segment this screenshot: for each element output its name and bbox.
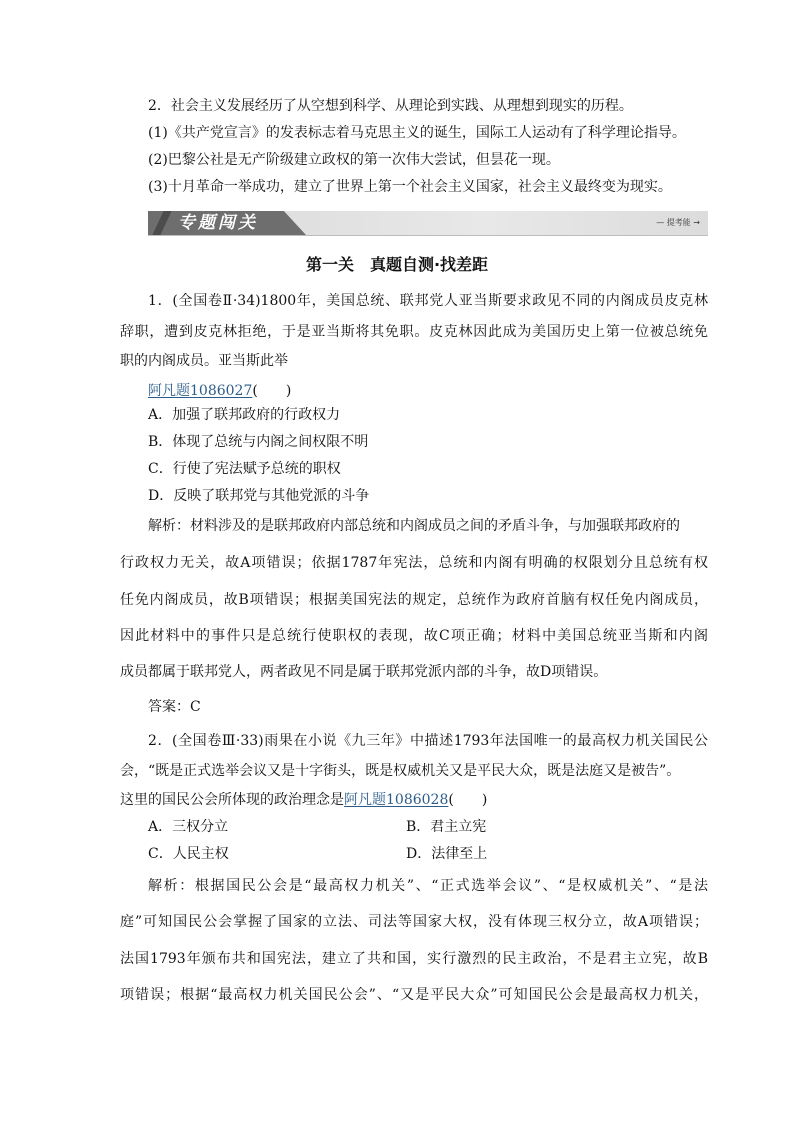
q1-stem-line-1: 1．(全国卷Ⅱ·34)1800年，美国总统、联邦党人亚当斯要求政见不同的内阁成员皮克林 [148, 293, 708, 309]
q1-option-a: A．加强了联邦政府的行政权力 [148, 407, 341, 423]
q1-analysis-line-2: 行政权力无关，故A项错误；依据1787年宪法，总统和内阁有明确的权限划分且总统有权 [120, 555, 708, 571]
q2-stem-line-1: 2．(全国卷Ⅲ·33)雨果在小说《九三年》中描述1793年法国唯一的最高权力机关国民公 [148, 733, 708, 749]
q1-option-c: C．行使了宪法赋予总统的职权 [148, 461, 341, 477]
point-heading: 2．社会主义发展经历了从空想到科学、从理论到实践、从理想到现实的历程。 [148, 98, 633, 114]
q1-tag-line [148, 381, 291, 401]
q1-answer-line [148, 697, 201, 717]
q1-option-d: D．反映了联邦党与其他党派的斗争 [148, 488, 370, 504]
q2-analysis-text-1: 根据国民公会是“最高权力机关”、“正式选举会议”、“是权威机关”、“是法 [194, 878, 708, 894]
q1-analysis-label: 解析： [148, 518, 190, 534]
q1-analysis-text-1: 材料涉及的是联邦政府内部总统和内阁成员之间的矛盾斗争，与加强联邦政府的 [190, 518, 680, 534]
q1-analysis-line-3: 任免内阁成员，故B项错误；根据美国宪法的规定，总统作为政府首脑有权任免内阁成员， [120, 592, 708, 608]
q2-question-tag[interactable]: 阿凡题1086028 [344, 792, 449, 808]
q1-stem-line-2: 辞职，遭到皮克林拒绝，于是亚当斯将其免职。皮克林因此成为美国历史上第一位被总统免 [120, 324, 708, 340]
point-item-1: (1)《共产党宣言》的发表标志着马克思主义的诞生，国际工人运动有了科学理论指导。 [148, 125, 686, 141]
q1-answer-blank: ( ) [252, 383, 292, 399]
q2-stem-last: 这里的国民公会所体现的政治理念是 [120, 792, 344, 808]
q1-answer-value: C [190, 699, 201, 715]
q2-analysis-label: 解析： [148, 878, 195, 894]
q1-question-tag[interactable]: 阿凡题1086027 [148, 383, 253, 399]
q1-analysis-line-5: 成员都属于联邦党人，两者政见不同是属于联邦党派内部的斗争，故D项错误。 [120, 664, 608, 680]
section-banner [148, 211, 708, 236]
q2-option-a: A．三权分立 [148, 819, 229, 835]
point-item-3: (3)十月革命一举成功，建立了世界上第一个社会主义国家，社会主义最终变为现实。 [148, 179, 672, 195]
q2-option-c: C．人民主权 [148, 846, 229, 862]
q1-stem-line-3: 职的内阁成员。亚当斯此举 [120, 353, 288, 369]
q2-stem-line-3 [120, 790, 487, 810]
q1-analysis-line-1 [148, 516, 708, 536]
q2-analysis-line-1 [148, 876, 708, 896]
q2-stem-line-2: 会，“既是正式选举会议又是十字街头，既是权威机关又是平民大众，既是法庭又是被告”。 [120, 763, 681, 779]
q2-analysis-line-2: 庭”可知国民公会掌握了国家的立法、司法等国家大权，没有体现三权分立，故A项错误； [120, 914, 708, 930]
q2-option-b: B．君主立宪 [406, 819, 487, 835]
banner-right-label: — 提考能 → [656, 218, 700, 227]
section-title: 第一关 真题自测·找差距 [305, 255, 489, 274]
q1-option-b: B．体现了总统与内阁之间权限不明 [148, 434, 369, 450]
q2-analysis-line-4: 项错误；根据“最高权力机关国民公会”、“又是平民大众”可知国民公会是最高权力机关， [120, 987, 708, 1003]
banner-title: 专题闯关 [178, 213, 258, 233]
q1-analysis-line-4: 因此材料中的事件只是总统行使职权的表现，故C项正确；材料中美国总统亚当斯和内阁 [120, 628, 708, 644]
point-item-2: (2)巴黎公社是无产阶级建立政权的第一次伟大尝试，但昙花一现。 [148, 152, 560, 168]
q2-answer-blank: ( ) [448, 792, 488, 808]
q1-answer-label: 答案： [148, 699, 190, 715]
q2-analysis-line-3: 法国1793年颁布共和国宪法，建立了共和国，实行激烈的民主政治，不是君主立宪，故B [120, 951, 708, 967]
q2-option-d: D．法律至上 [406, 846, 488, 862]
